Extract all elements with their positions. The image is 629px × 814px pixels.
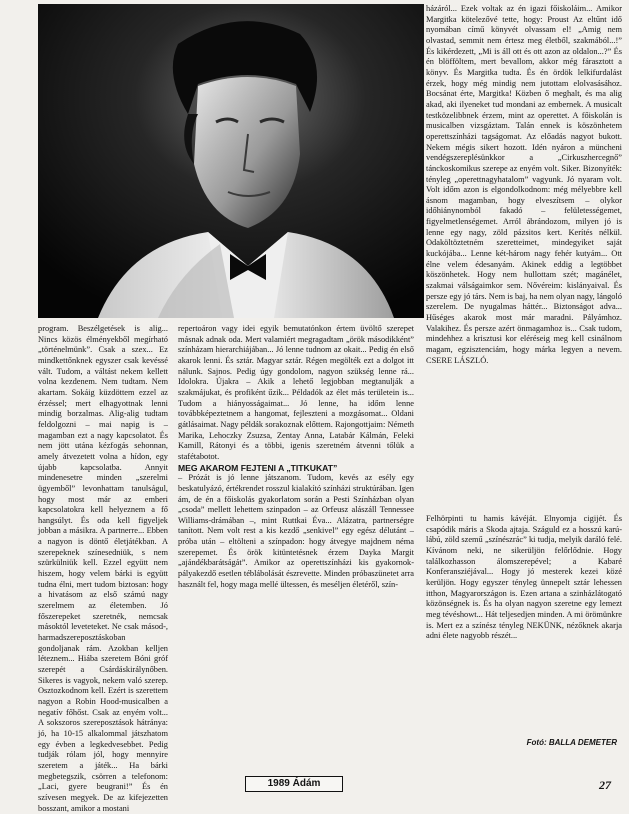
article-column-3 [426,4,622,510]
article-paragraph: – Prózát is jó lenne játszanom. Tudom, kevés az esély egy beskatulyázó, értékrendet rosszul kialakító színházi struktúrában. Igen ám, de én a főiskolás gyakorlatom során a Pesti Színházban olyan „csoda” mellett lehettem szinpadon – az Orfeusz alászáll Tennessee Williams-drámában –, mint Ruttkai Éva... Alázatra, partnerségre tanított. Nem volt rest a kis kezdő „senkivel” egy egész délutánt – próba után – eltölteni a színpadon: hogy átvegye majdnem néma szerepemet. És örök kitüntetésnek érzem Dayka Margit „ajándékbarátságát”. Amikor az operettszínházi kis gyakornok-pályakezdő esetlen téblábolását észrevette. Minden próbaszünetet arra használt fel, hogy maga mellé ültessen, és meséljen életéről, szín- [178,473,414,589]
article-paragraph: program. Beszélgetések is alig... Nincs közös élményekből megírható „történelmünk”. Csak a szex... Ez mindkettőnknek egyszer csak kevéssé vált. Tudom, a váltást nekem kellett volna kezdenem. Nem tudtam. Nem akartam. Sokáig küzdöttem ezzel az érzéssel; mert elhagyottnak lenni mindig borzalmas. Alig-alig tudtam feldolgozni – mai napig is – magamban ezt a nagy kapcsolatot. És nem jött utána kézfogás sehonnan, amely átvezetett volna a hídon, egy újabb kapcsolatba. Annyit mindenesetre minden „szerelmi ügyemből” levonhattam tanulságul, hogy most már az emberi kapcsolatokra kell helyeznem a fő hangsúlyt. És oda kell figyeljek jobban a másikra. A partnerre... Ebben a nagyon is döntő életjátékban. A szerepeknek színesedniük, s nem szürkülniük kell. Ezzel együtt nem hiszem, hogy velem bárki is együtt tudna élni, mert tudom biztosan: hogy a hivatásom az első számú nagy szerelmem az életemben. Jó főszerepeket szeretnék, nemcsak másoktól leveteteket. Ne csak másod-, harmadszereposztáskoban gondoljanak rám. Azokban kelljen léteznem... Hiába szeretem Bóni gróf szerepét a Csárdáskirálynőben. Sikeres is vagyok, nekem való szerep. Osztozkodnom kell. Ezért is szerettem nagyon a Robin Hood-musicalben a negatív főhőst. Csak az enyém volt... A sokszoros szereposztások hátránya: jó, ha 10-15 alkalommal játszhatom egy évben a legkedvesebbet. Pedig tudják rólam jól, hogy mennyire szeretem a játék... Ha bárki megbetegszik, csörren a telefonom: „Laci, gyere beugrani!” És én szívesen megyek. De az kifejezetten bosszant, amikor a mostani [38,324,168,813]
article-paragraph: házáról... Ezek voltak az én igazi főiskoláim... Amikor Margitka kötelezővé tette, hogy: Proust Az eltűnt idő nyomában című könyvét olvassam el! „Amig nem olvastad, semmit nem értesz meg életből, szakmából...!” És kikérdezett, „Mi is áll ott és ott azon az oldalon...?” És én blöfföltem, mert bevallom, akkor még fárasztott a könyv. És Margitka tudta. És én ördök lelkifurdalást érzek, hogy még mindig nem jutottam elolvasásához. Bocsánat érte, Margitka! Közben ő meghalt, és ma alig akad, aki ilyeneket tud mondani az embernek. A musicalt testközelibbnek érzem, mint az operettet. A főiskolán is musicalben vizsgáztam. Talán ennek is köszönhetem operettszínházi tagságomat. Az előadás nagyot bukott. Nekem mégis sikert hozott. Idén nyáron a müncheni vendégszereplésünkkor a „Cirkuszhercegnő” tánckoskomikus szerepe az enyém volt. Siker. Bizonyíték: tényleg „operettnagyhatalom” vagyunk. Jó nyaram volt. Volt időm azon is elgondolkodnom: még mélyebbre kell ásnom magamban, hogy elveszítsem – olykor időhiánynomból fakadó – felületességemet, figyelmetlenségemet. Arról ábrándozom, milyen jó is lenne egy nagy, zöld pázsitos kert. Kerítés nélkül. Odaköltöztetném szeretteimet, mindegyiket saját kuckójába... Lenne két-három nagy fehér kutyám... Ott élne velem édesanyám. Akinek eddig a legtöbbet köszönhetek. Hogy nem hullottam szét; magánélet, szakmai válságaimkor sem. Nővéreim: kislányaival. És persze egy jó társ. Nem is baj, ha nem olyan nagy, lángoló szerelem. De nyugalmas háttér... Biztonságot adva... Hűséges akarok most már maradni. Pályámhoz. Valakihez. És persze azért önmagamhoz is... Csak tudom, mindehhez a krisztusi kor eléréseig meg kell csinálnom magam, egzisztenciám, hogy márka legyen a nevem. CSERE LÁSZLÓ. [426,4,622,365]
section-subhead: MEG AKAROM FEJTENI A „TITKUKAT” [178,462,338,473]
photo-credit: Fotó: BALLA DEMETER [526,738,617,747]
page-number: 27 [599,778,611,792]
article-column-4 [426,514,622,714]
portrait-photo [38,4,424,318]
article-column-1 [38,324,168,813]
article-paragraph: repertoáron vagy idei egyik bemutatónkon értem üvöltő szerepet másnak adnak oda. Mert valamiért megragadtam „örök másodikként” színházam hierarchiájában... Jó lenne tudnom az okait... Pedig én első akarok lenni. És sztár. Magyar sztár. Régen megölték ezt a dolgot itt nálunk. Sajnos. Pedig úgy gondolom, nagyon szükség lenne rá... Idolokra. Újakra – Akik a lehető legjobban megtanulják a szakmájukat, és profiként űzik... Példadók az élet más területein is... Tudom a hiányosságaimat... Jó lenne, ha időm lenne továbbképeztetnem a hangomat, fejleszteni a mozgásomat... Oldani gátlásaimat. Nagy példák sorakoznak előttem. Rajongottjaim: Németh Marika, Lehoczky Zsuzsa, Zentay Anna, Latabár Kálmán, Feleki Kamill, Rátonyi és a többi, igenis szeretném átvenni tőlük a stafétabotot. [178,324,414,461]
footer-label: 1989 Ádám [245,776,343,792]
article-column-2 [178,324,414,764]
article-paragraph: Felhörpinti tu hamis kávéját. Elnyomja cigijét. És csapódik máris a Skoda ajtaja. Száguld ez a hosszú karú-lábú, zöld szemű „színészrác” ki tudja, melyik daráló felé. Kívánom neki, ne sikerüljön felőrlődnie. Hogy találkozhasson álomszerepével; a Kabaré Konferansziéjával... Hogy jó mesterek kezei közé kerüljön. Hogy egyszer tényleg ünnepelt sztár lehessen itthon, Magyarországon is. Ezen artana a szinházlátogató közönségnek is. És ha olyan nagyon szeretne egy lemezt meg tévéshowt... Hát teljesedjen minden. A mi örömünkre is. Mert ez a színész tényleg NEKÜNK, nézőknek akarja adni élete nagyobb részét... [426,514,622,641]
